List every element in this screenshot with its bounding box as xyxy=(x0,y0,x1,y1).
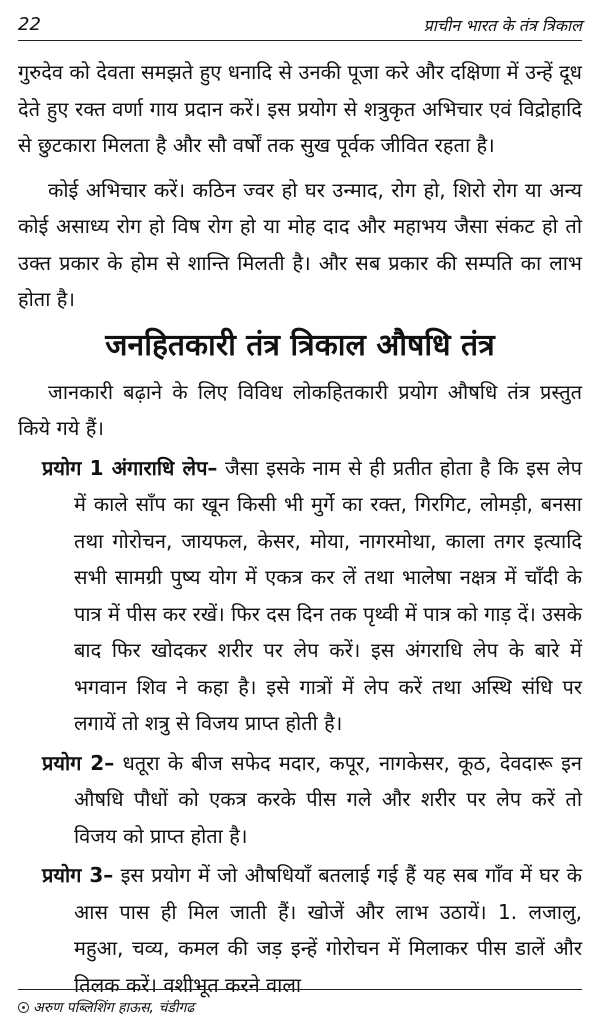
prayog-3 xyxy=(18,857,582,1003)
page-number: 22 xyxy=(18,14,41,35)
prayog-2-text: धतूरा के बीज सफेद मदार, कपूर, नागकेसर, कूठ, देवदारू इन औषधि पौधों को एकत्र करके पीस गले और शरीर पर लेप करें तो विजय को प्राप्त होता है। xyxy=(74,750,582,848)
prayog-2-label: प्रयोग 2– xyxy=(42,750,115,775)
prayog-3-text: इस प्रयोग में जो औषधियाँ बतलाई गई हैं यह सब गाँव में घर के आस पास ही मिल जाती हैं। खोजें और लाभ उठायें। 1. लजालु, महुआ, चव्य, कमल की जड़ इन्हें गोरोचन में मिलाकर पीस डालें और तिलक करें। वशीभूत करने वाला xyxy=(74,863,582,997)
publisher-name: अरुण पब्लिशिंग हाऊस, चंडीगढ xyxy=(33,1000,195,1016)
paragraph-2: कोई अभिचार करें। कठिन ज्वर हो घर उन्माद, रोग हो, शिरो रोग या अन्य कोई असाध्य रोग हो विष रोग हो या मोह दाद और महाभय जैसा संकट हो तो उक्त प्रकार के होम से शान्ति मिलती है। और सब प्रकार की सम्पति का लाभ होता है। xyxy=(18,177,582,311)
prayog-3-label: प्रयोग 3– xyxy=(42,863,114,887)
prayog-2 xyxy=(18,745,582,855)
page-body xyxy=(18,54,582,1003)
running-title: प्राचीन भारत के तंत्र त्रिकाल xyxy=(423,16,582,35)
page-header xyxy=(18,6,582,41)
intro-paragraph: जानकारी बढ़ाने के लिए विविध लोकहितकारी प्रयोग औषधि तंत्र प्रस्तुत किये गये हैं। xyxy=(18,379,582,440)
page-footer xyxy=(18,989,582,1026)
section-heading: जनहितकारी तंत्र त्रिकाल औषधि तंत्र xyxy=(105,327,495,363)
prayog-1-label: प्रयोग 1 अंगाराधि लेप– xyxy=(42,455,218,480)
paragraph-1: गुरुदेव को देवता समझते हुए धनादि से उनकी पूजा करे और दक्षिणा में उन्हें दूध देते हुए रक्त वर्णा गाय प्रदान करें। इस प्रयोग से शत्रुकृत अभिचार एवं विद्रोहादि से छुटकारा मिलता है और सौ वर्षों तक सुख पूर्वक जीवित रहता है। xyxy=(18,60,582,157)
prayog-1-text: जैसा इसके नाम से ही प्रतीत होता है कि इस लेप में काले साँप का खून किसी भी मुर्गे का रक्त, गिरगिट, लोमड़ी, बनसा तथा गोरोचन, जायफल, केसर, मोया, नागरमोथा, काला तगर इत्यादि सभी सामग्री पुष्य योग में एकत्र कर लें तथा भालेषा नक्षत्र में चाँदी के पात्र में पीस कर रखें। फिर दस दिन तक पृथ्वी में पात्र को गाड़ दें। उसके बाद फिर खोदकर शरीर पर लेप करें। इस अंगराधि लेप के बारे में भगवान शिव ने कहा है। इसे गात्रों में लेप करें तथा अस्थि संधि पर लगायें तो शत्रु से विजय प्राप्त होती है। xyxy=(74,455,582,735)
prayog-1 xyxy=(18,450,582,742)
publisher-logo-icon xyxy=(18,1002,29,1013)
